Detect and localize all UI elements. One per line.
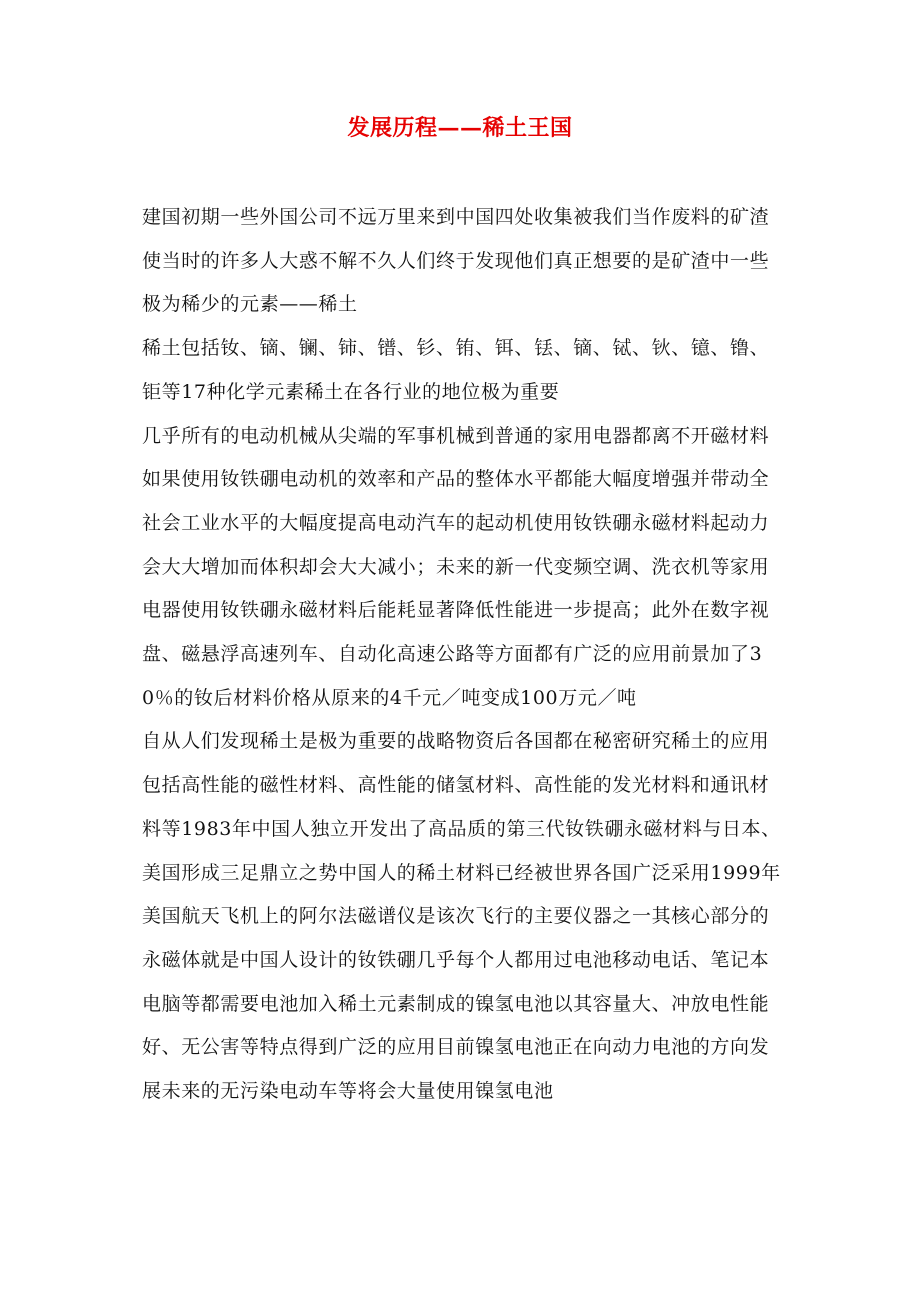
document-title: 发展历程——稀土王国 (347, 115, 573, 141)
paragraph: 建国初期一些外国公司不远万里来到中国四处收集被我们当作废料的矿渣使当时的许多人大惑不解不久人们终于发现他们真正想要的是矿渣中一些极为稀少的元素——稀土 (142, 206, 770, 316)
paragraph: 自从人们发现稀土是极为重要的战略物资后各国都在秘密研究稀土的应用包括高性能的磁性材料、高性能的储氢材料、高性能的发光材料和通讯材料等1983年中国人独立开发出了高品质的第三代钕铁硼永磁材料与日本、美国形成三足鼎立之势中国人的稀土材料已经被世界各国广泛采用1999年美国航天飞机上的阿尔法磁谱仪是该次飞行的主要仪器之一其核心部分的永磁体就是中国人设计的钕铁硼几乎每个人都用过电池移动电话、笔记本电脑等都需要电池加入稀土元素制成的镍氢电池以其容量大、冲放电性能好、无公害等特点得到广泛的应用目前镍氢电池正在向动力电池的方向发展未来的无污染电动车等将会大量使用镍氢电池 (142, 730, 781, 1103)
document-body (142, 196, 782, 1114)
paragraph: 几乎所有的电动机械从尖端的军事机械到普通的家用电器都离不开磁材料如果使用钕铁硼电动机的效率和产品的整体水平都能大幅度增强并带动全社会工业水平的大幅度提高电动汽车的起动机使用钕铁硼永磁材料起动力会大大增加而体积却会大大减小；未来的新一代变频空调、洗衣机等家用电器使用钕铁硼永磁材料后能耗显著降低性能进一步提高；此外在数字视盘、磁悬浮高速列车、自动化高速公路等方面都有广泛的应用前景加了30％的钕后材料价格从原来的4千元／吨变成100万元／吨 (142, 424, 770, 709)
paragraph: 稀土包括钕、镝、镧、铈、镨、钐、铕、铒、铥、镝、铽、钬、镱、镥、钜等17种化学元素稀土在各行业的地位极为重要 (142, 337, 770, 403)
